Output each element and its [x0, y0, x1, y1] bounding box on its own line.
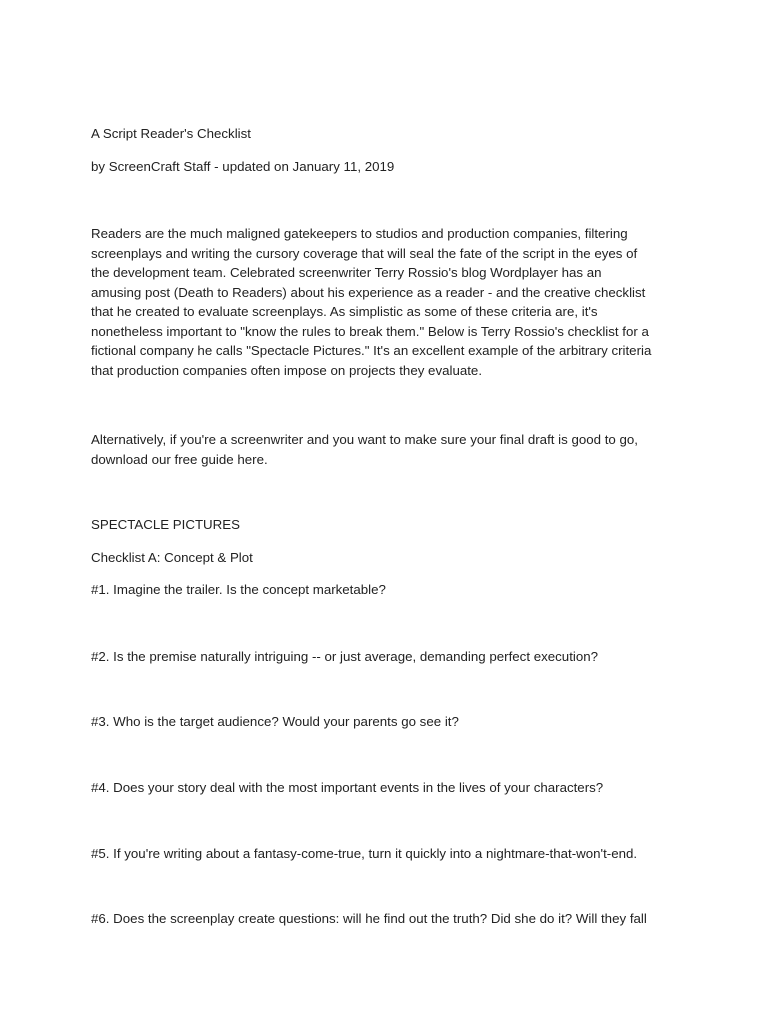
checklist-item: #6. Does the screenplay create questions: will he find out the truth? Did she do it? Will they fall — [91, 911, 647, 926]
alternative-paragraph — [91, 430, 691, 469]
checklist-item: #5. If you're writing about a fantasy-come-true, turn it quickly into a nightmare-that-won't-end. — [91, 846, 638, 861]
intro-line: that he created to evaluate screenplays. As simplistic as some of these criteria are, it's — [91, 304, 598, 319]
intro-line: that production companies often impose on projects they evaluate. — [91, 362, 483, 378]
intro-line: amusing post (Death to Readers) about his experience as a reader - and the creative checklist — [91, 284, 646, 300]
alt-line: download our free guide here. — [91, 451, 268, 467]
byline: by ScreenCraft Staff - updated on January 11, 2019 — [91, 159, 395, 174]
alt-line: Alternatively, if you're a screenwriter and you want to make sure your final draft is good to go, — [91, 432, 638, 447]
intro-line: nonetheless important to "know the rules to break them." Below is Terry Rossio's checklist for a — [91, 323, 649, 339]
intro-line: screenplays and writing the cursory coverage that will seal the fate of the script in the eyes of — [91, 245, 638, 261]
intro-line: the development team. Celebrated screenwriter Terry Rossio's blog Wordplayer has an — [91, 265, 602, 280]
checklist-item: #2. Is the premise naturally intriguing -- or just average, demanding perfect execution? — [91, 649, 599, 664]
document-title: A Script Reader's Checklist — [91, 126, 251, 141]
company-heading: SPECTACLE PICTURES — [91, 517, 241, 532]
checklist-item: #4. Does your story deal with the most important events in the lives of your characters? — [91, 780, 604, 795]
intro-line: Readers are the much maligned gatekeepers to studios and production companies, filtering — [91, 226, 628, 241]
intro-line: fictional company he calls "Spectacle Pictures." It's an excellent example of the arbitrary criteria — [91, 343, 652, 358]
checklist-item: #1. Imagine the trailer. Is the concept marketable? — [91, 582, 386, 597]
checklist-heading: Checklist A: Concept & Plot — [91, 550, 253, 565]
intro-paragraph — [91, 224, 691, 380]
checklist-item: #3. Who is the target audience? Would your parents go see it? — [91, 714, 459, 729]
